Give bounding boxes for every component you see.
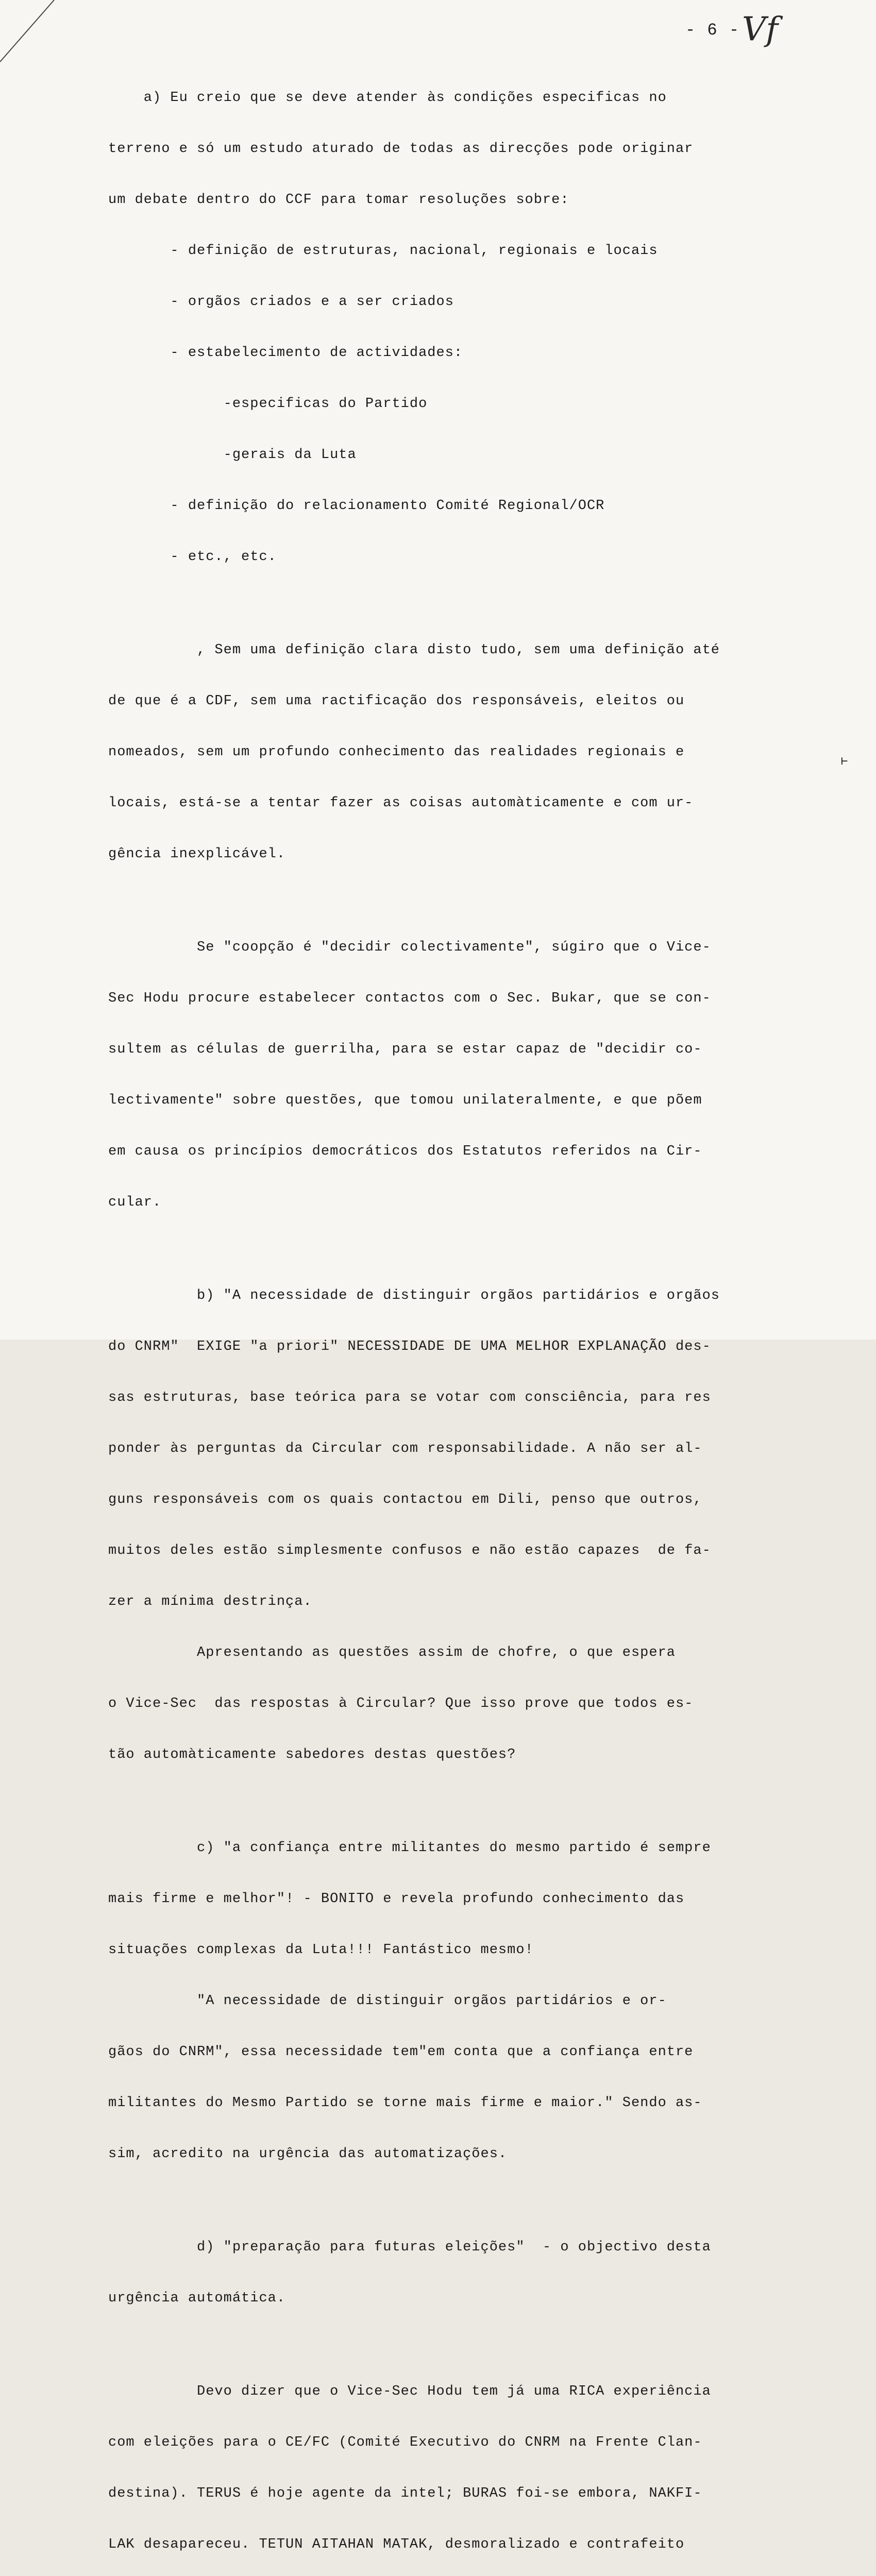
text-line: com eleições para o CE/FC (Comité Executivo do CNRM na Frente Clan- bbox=[108, 2435, 702, 2450]
paragraph-gap bbox=[108, 897, 830, 905]
text-line: guns responsáveis com os quais contactou em Dili, penso que outros, bbox=[108, 1492, 702, 1507]
text-line: mais firme e melhor"! - BONITO e revela profundo conhecimento das bbox=[108, 1891, 685, 1907]
body-text bbox=[108, 56, 830, 2576]
paragraph-gap bbox=[108, 2197, 830, 2205]
text-line: cular. bbox=[108, 1195, 162, 1210]
text-line: gência inexplicável. bbox=[108, 846, 286, 862]
text-line: -especificas do Partido bbox=[108, 396, 428, 412]
text-line: - definição de estruturas, nacional, regionais e locais bbox=[108, 243, 658, 259]
text-line: - definição do relacionamento Comité Regional/OCR bbox=[108, 498, 605, 514]
text-line: - orgãos criados e a ser criados bbox=[108, 294, 454, 310]
text-line: sultem as células de guerrilha, para se estar capaz de "decidir co- bbox=[108, 1042, 702, 1057]
text-line: lectivamente" sobre questões, que tomou unilateralmente, e que põem bbox=[108, 1093, 702, 1108]
text-line: Se "coopção é "decidir colectivamente", súgiro que o Vice- bbox=[108, 940, 711, 955]
text-line: a) Eu creio que se deve atender às condições especificas no bbox=[108, 90, 667, 106]
corner-pen-stroke bbox=[0, 0, 67, 67]
text-line: Sec Hodu procure estabelecer contactos com o Sec. Bukar, que se con- bbox=[108, 991, 711, 1006]
text-line: Apresentando as questões assim de chofre, o que espera bbox=[108, 1645, 676, 1660]
text-line: zer a mínima destrinça. bbox=[108, 1594, 312, 1609]
text-line: em causa os princípios democráticos dos Estatutos referidos na Cir- bbox=[108, 1144, 702, 1159]
text-line: Devo dizer que o Vice-Sec Hodu tem já uma RICA experiência bbox=[108, 2384, 711, 2399]
text-line: c) "a confiança entre militantes do mesmo partido é sempre bbox=[108, 1840, 711, 1856]
text-line: urgência automática. bbox=[108, 2291, 286, 2306]
text-line: b) "A necessidade de distinguir orgãos partidários e orgãos bbox=[108, 1288, 720, 1303]
text-line: muitos deles estão simplesmente confusos e não estão capazes de fa- bbox=[108, 1543, 711, 1558]
text-line: de que é a CDF, sem uma ractificação dos responsáveis, eleitos ou bbox=[108, 693, 685, 709]
text-line: - estabelecimento de actividades: bbox=[108, 345, 463, 361]
text-line: , Sem uma definição clara disto tudo, sem uma definição até bbox=[108, 642, 720, 658]
paragraph-gap bbox=[108, 1245, 830, 1253]
text-line: ponder às perguntas da Circular com responsabilidade. A não ser al- bbox=[108, 1441, 702, 1456]
text-line: um debate dentro do CCF para tomar resoluções sobre: bbox=[108, 192, 569, 208]
text-line: sas estruturas, base teórica para se votar com consciência, para res bbox=[108, 1390, 711, 1405]
text-line: tão automàticamente sabedores destas questões? bbox=[108, 1747, 516, 1762]
text-line: sim, acredito na urgência das automatizações. bbox=[108, 2146, 508, 2162]
margin-mark: ⊢ bbox=[841, 755, 848, 768]
paragraph-gap bbox=[108, 2341, 830, 2349]
text-line: - etc., etc. bbox=[108, 549, 277, 565]
text-line: LAK desapareceu. TETUN AITAHAN MATAK, desmoralizado e contrafeito bbox=[108, 2537, 685, 2552]
text-line: "A necessidade de distinguir orgãos partidários e or- bbox=[108, 1993, 667, 2009]
text-line: o Vice-Sec das respostas à Circular? Que isso prove que todos es- bbox=[108, 1696, 694, 1711]
text-line: gãos do CNRM", essa necessidade tem"em conta que a confiança entre bbox=[108, 2044, 694, 2060]
text-line: terreno e só um estudo aturado de todas as direcções pode originar bbox=[108, 141, 694, 157]
paragraph-gap bbox=[108, 1798, 830, 1806]
text-line: d) "preparação para futuras eleições" - o objectivo desta bbox=[108, 2240, 711, 2255]
page-number: - 6 - bbox=[685, 21, 740, 40]
handwritten-initials: Vf bbox=[742, 10, 778, 48]
text-line: nomeados, sem um profundo conhecimento das realidades regionais e bbox=[108, 744, 685, 760]
text-line: destina). TERUS é hoje agente da intel; BURAS foi-se embora, NAKFI- bbox=[108, 2486, 702, 2501]
text-line: locais, está-se a tentar fazer as coisas automàticamente e com ur- bbox=[108, 795, 694, 811]
text-line: situações complexas da Luta!!! Fantástico mesmo! bbox=[108, 1942, 534, 1958]
text-line: -gerais da Luta bbox=[108, 447, 357, 463]
text-line: do CNRM" EXIGE "a priori" NECESSIDADE DE UMA MELHOR EXPLANAÇÃO des- bbox=[108, 1339, 711, 1354]
paragraph-gap bbox=[108, 600, 830, 608]
text-line: militantes do Mesmo Partido se torne mais firme e maior." Sendo as- bbox=[108, 2095, 702, 2111]
